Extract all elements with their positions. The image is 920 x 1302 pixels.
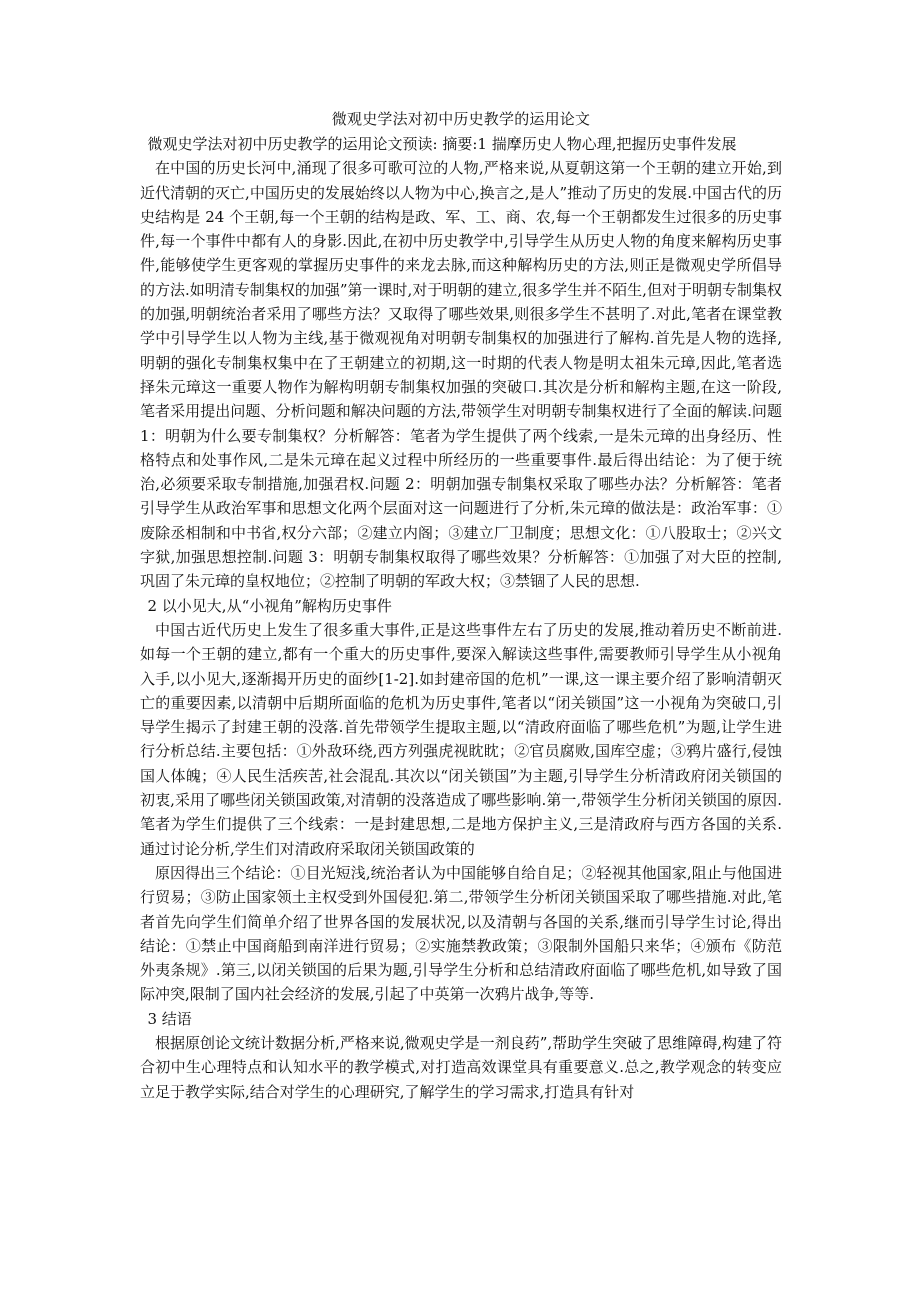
intro-line: 微观史学法对初中历史教学的运用论文预读: 摘要:1 揣摩历史人物心理,把握历史事件发展 <box>147 135 737 153</box>
section-heading-2: 2 以小见大,从“小视角”解构历史事件 <box>147 596 392 615</box>
document-title: 微观史学法对初中历史教学的运用论文 <box>331 110 591 128</box>
document-page <box>140 108 782 1104</box>
paragraph-3: 原因得出三个结论：①目光短浅,统治者认为中国能够自给自足；②轻视其他国家,阻止与他国进行贸易；③防止国家领土主权受到外国侵犯.第二,带领学生分析闭关锁国采取了哪些措施.对此,笔者首先向学生们简单介绍了世界各国的发展状况,以及清朝与各国的关系,继而引导学生讨论,得出结论：①禁止中国商船到南洋进行贸易；②实施禁教政策；③限制外国船只来华；④颁布《防范外夷条规》.第三,以闭关锁国的后果为题,引导学生分析和总结清政府面临了哪些危机,如导致了国际冲突,限制了国内社会经济的发展,引起了中英第一次鸦片战争,等等. <box>140 863 782 1004</box>
paragraph-2: 中国古近代历史上发生了很多重大事件,正是这些事件左右了历史的发展,推动着历史不断前进.如每一个王朝的建立,都有一个重大的历史事件,要深入解读这些事件,需要教师引导学生从小视角入手,以小见大,逐渐揭开历史的面纱[1-2].如封建帝国的危机”一课,这一课主要介绍了影响清朝灭亡的重要因素,以清朝中后期所面临的危机为历史事件,笔者以“闭关锁国”这一小视角为突破口,引导学生揭示了封建王朝的没落.首先带领学生提取主题,以“清政府面临了哪些危机”为题,让学生进行分析总结.主要包括：①外敌环绕,西方列强虎视眈眈；②官员腐败,国库空虚；③鸦片盛行,侵蚀国人体魄；④人民生活疾苦,社会混乱.其次以“闭关锁国”为主题,引导学生分析清政府闭关锁国的初衷,采用了哪些闭关锁国政策,对清朝的没落造成了哪些影响.第一,带领学生分析闭关锁国的原因.笔者为学生们提供了三个线索：一是封建思想,二是地方保护主义,三是清政府与西方各国的关系.通过讨论分析,学生们对清政府采取闭关锁国政策的 <box>140 620 782 858</box>
paragraph-4: 根据原创论文统计数据分析,严格来说,微观史学是一剂良药”,帮助学生突破了思维障碍,构建了符合初中生心理特点和认知水平的教学模式,对打造高效课堂具有重要意义.总之,教学观念的转变应立足于教学实际,结合对学生的心理研究,了解学生的学习需求,打造具有针对 <box>140 1033 782 1101</box>
section-heading-3: 3 结语 <box>147 1009 192 1028</box>
paragraph-1: 在中国的历史长河中,涌现了很多可歌可泣的人物,严格来说,从夏朝这第一个王朝的建立开始,到近代清朝的灭亡,中国历史的发展始终以人物为中心,换言之,是人”推动了历史的发展.中国古代的历史结构是 24 个王朝,每一个王朝的结构是政、军、工、商、农,每一个王朝都发生过很多的历史事件,每一个事件中都有人的身影.因此,在初中历史教学中,引导学生从历史人物的角度来解构历史事件,能够使学生更客观的掌握历史事件的来龙去脉,而这种解构历史的方法,则正是微观史学所倡导的方法.如明清专制集权的加强”第一课时,对于明朝的建立,很多学生并不陌生,但对于明朝专制集权的加强,明朝统治者采用了哪些方法？又取得了哪些效果,则很多学生不甚明了.对此,笔者在课堂教学中引导学生以人物为主线,基于微观视角对明朝专制集权的加强进行了解构.首先是人物的选择,明朝的强化专制集权集中在了王朝建立的初期,这一时期的代表人物是明太祖朱元璋,因此,笔者选择朱元璋这一重要人物作为解构明朝专制集权加强的突破口.其次是分析和解构主题,在这一阶段,笔者采用提出问题、分析问题和解决问题的方法,带领学生对明朝专制集权进行了全面的解读.问题 1：明朝为什么要专制集权？分析解答：笔者为学生提供了两个线索,一是朱元璋的出身经历、性格特点和处事作风,二是朱元璋在起义过程中所经历的一些重要事件.最后得出结论：为了便于统治,必须要采取专制措施,加强君权.问题 2：明朝加强专制集权采取了哪些办法？分析解答：笔者引导学生从政治军事和思想文化两个层面对这一问题进行了分析,朱元璋的做法是：政治军事：①废除丞相制和中书省,权分六部；②建立内阁；③建立厂卫制度；思想文化：①八股取士；②兴文字狱,加强思想控制.问题 3：明朝专制集权取得了哪些效果？分析解答：①加强了对大臣的控制,巩固了朱元璋的皇权地位；②控制了明朝的军政大权；③禁锢了人民的思想. <box>140 159 782 591</box>
